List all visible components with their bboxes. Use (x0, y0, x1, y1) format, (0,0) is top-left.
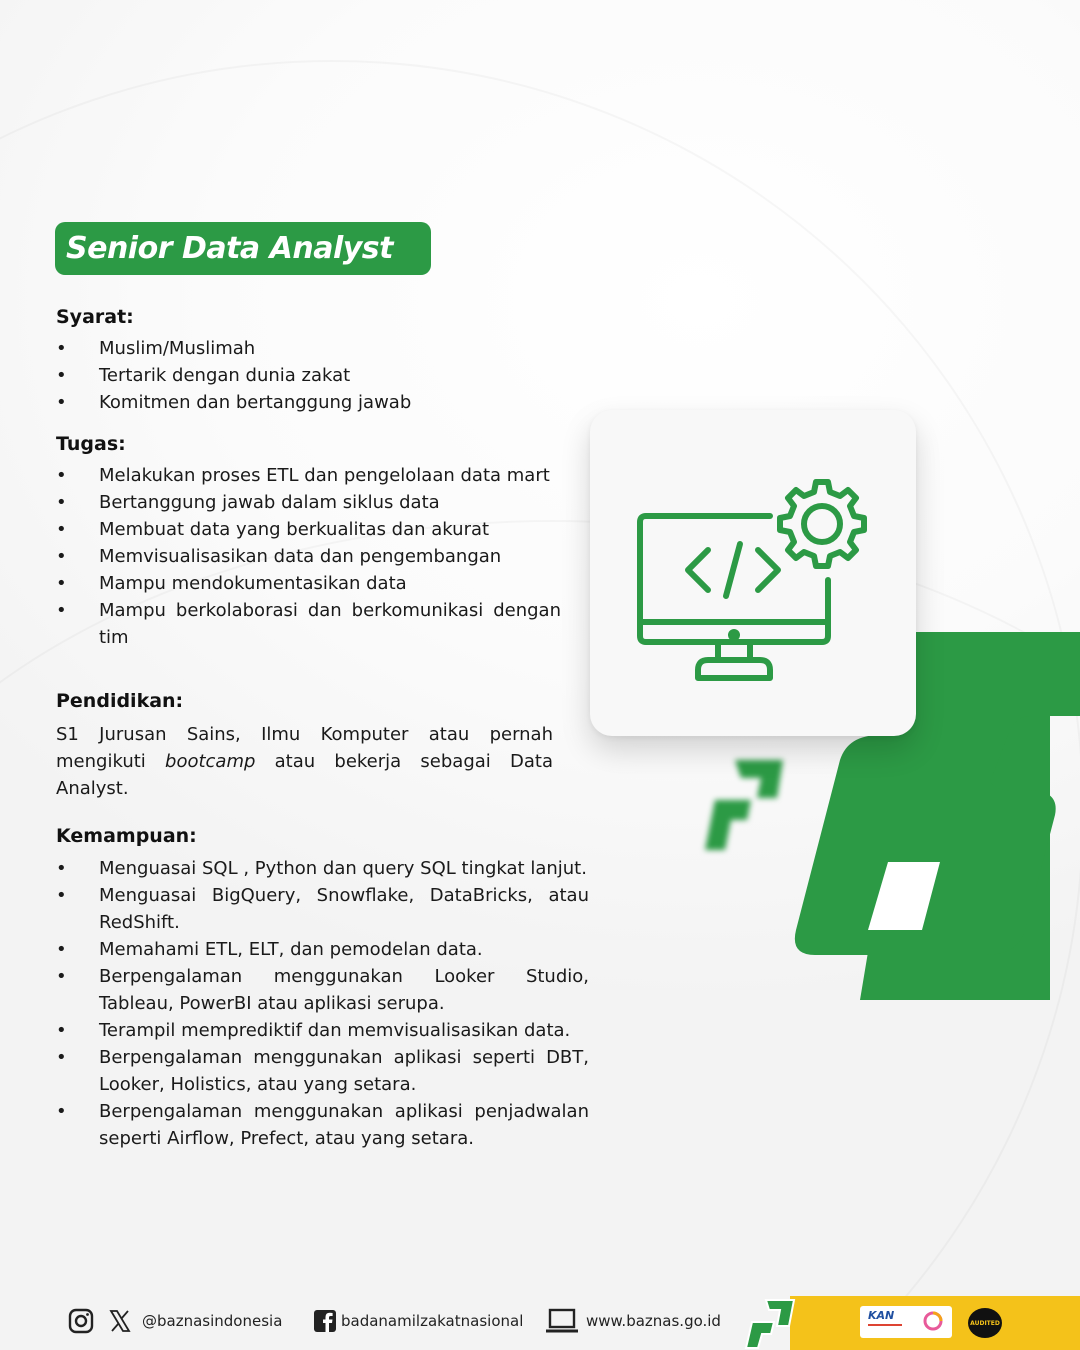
list-item: • Menguasai BigQuery, Snowflake, DataBricks, atau RedShift. (56, 882, 589, 936)
audited-text: AUDITED (970, 1319, 1000, 1327)
pendidikan-text-italic: bootcamp (165, 751, 256, 772)
kan-logo-line (868, 1324, 902, 1326)
certification-logos (860, 1306, 952, 1338)
list-item: • Memahami ETL, ELT, dan pemodelan data. (56, 936, 589, 963)
list-item: • Berpengalaman menggunakan Looker Studio, Tableau, PowerBI atau aplikasi serupa. (56, 963, 589, 1017)
x-twitter-icon (108, 1309, 132, 1333)
blurred-logo-mark (695, 750, 805, 860)
kemampuan-heading: Kemampuan: (56, 825, 197, 847)
job-title-badge (55, 222, 431, 275)
list-item: • Bertanggung jawab dalam siklus data (56, 489, 561, 516)
list-item: • Memvisualisasikan data dan pengembangan (56, 543, 561, 570)
website-url: www.baznas.go.id (586, 1312, 721, 1330)
syarat-list (56, 335, 566, 416)
syarat-heading: Syarat: (56, 306, 134, 328)
list-item: • Menguasai SQL , Python dan query SQL tingkat lanjut. (56, 855, 589, 882)
kemampuan-list (56, 855, 589, 1152)
instagram-x-handle: @baznasindonesia (142, 1312, 283, 1330)
list-item: • Melakukan proses ETL dan pengelolaan data mart (56, 462, 561, 489)
instagram-icon (68, 1308, 94, 1334)
tugas-list (56, 462, 561, 651)
list-item: • Mampu mendokumentasikan data (56, 570, 561, 597)
footer-facebook[interactable] (314, 1308, 523, 1334)
job-title: Senior Data Analyst (66, 231, 393, 266)
kan-logo-text: KAN (868, 1309, 895, 1322)
list-item: • Berpengalaman menggunakan aplikasi penjadwalan seperti Airflow, Prefect, atau yang setara. (56, 1098, 589, 1152)
list-item: • Tertarik dengan dunia zakat (56, 362, 566, 389)
facebook-icon (314, 1310, 336, 1332)
list-item: • Muslim/Muslimah (56, 335, 566, 362)
list-item: • Terampil memprediktif dan memvisualisasikan data. (56, 1017, 589, 1044)
tugas-heading: Tugas: (56, 433, 126, 455)
footer-instagram-x[interactable] (68, 1308, 282, 1334)
monitor-code-gear-icon (590, 410, 916, 736)
baznas-logo-icon (744, 1296, 800, 1350)
footer (0, 1296, 1080, 1350)
audited-badge (968, 1308, 1002, 1338)
footer-website[interactable] (546, 1308, 721, 1334)
facebook-handle: badanamilzakatnasional (341, 1312, 524, 1330)
list-item: • Berpengalaman menggunakan aplikasi seperti DBT, Looker, Holistics, atau yang setara. (56, 1044, 589, 1098)
pendidikan-heading: Pendidikan: (56, 690, 184, 712)
list-item: • Mampu berkolaborasi dan berkomunikasi dengan tim (56, 597, 561, 651)
list-item: • Membuat data yang berkualitas dan akurat (56, 516, 561, 543)
list-item: • Komitmen dan bertanggung jawab (56, 389, 566, 416)
laptop-icon (546, 1308, 578, 1334)
pendidikan-text (56, 721, 553, 802)
iso-cert-icon (922, 1310, 944, 1332)
pendidikan-text-part: atau bekerja sebagai Data Analyst. (56, 751, 553, 799)
pendidikan-text-part: S1 Jurusan Sains, Ilmu Komputer atau pernah mengikuti (56, 724, 553, 772)
icon-card (590, 410, 916, 736)
